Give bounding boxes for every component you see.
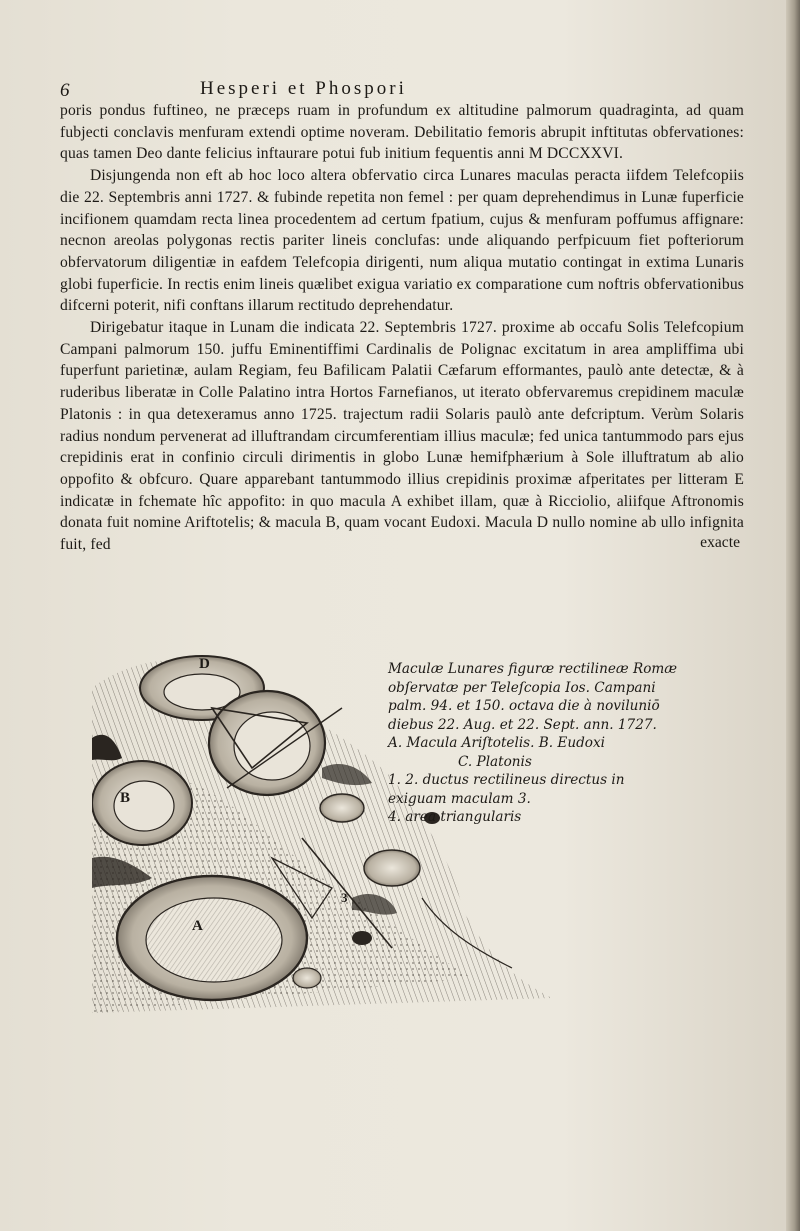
running-title: Hesperi et Phospori <box>200 78 407 99</box>
label-b: B <box>120 790 131 806</box>
paragraph-1: poris pondus fuftineo, ne præceps ruam in profundum ex altitudine palmorum quadraginta, ad quam fubjecti conclavis menfuram extendi optime noveram. Debilitatio femoris abrupit inftitutas obfervationes: quas tamen Deo dante felicius inftaurare potui fub initium fequentis anni M DCCXXVI. <box>60 102 744 163</box>
label-3: 3 <box>341 890 348 905</box>
legend-line-9: 4. area triangularis <box>388 809 522 825</box>
page-number: 6 <box>60 80 70 101</box>
paragraph-3: Dirigebatur itaque in Lunam die indicata 22. Septembris 1727. proxime ab occafu Solis Telefcopium Campani palmorum 150. juffu Eminentiffimi Cardinalis de Polignac excitatum in area ampliffima ubi fuperfunt parietinæ, aulam Regiam, feu Bafilicam Palatii Cæfarum efformantes, paulò ante detectæ, & à ruderibus liberatæ in Colle Palatino intra Hortos Farnefianos, ut iterato obfervaremus crepidinem maculæ Platonis : in qua detexeramus anno 1725. trajectum radii Solaris paulò ante defcriptum. Verùm Solaris radius nondum pervenerat ad illuftrandam circumferentiam illius maculæ; fed unica tantummodo pars ejus crepidinis erat in confinio circuli dirimentis in globo Lunæ hemifphærium à Sole illuftratum ab alio oppofito & obfcuro. Quare apparebant tantummodo illius crepidinis proximæ afperitates per litteram E indicatæ in fchemate hîc appofito: in quo macula A exhibet illam, quæ à Ricciolio, aliifque Aftronomis donata fuit nomine Ariftotelis; & macula B, quam vocant Eudoxi. Macula D nullo nomine ab ullo infignita fuit, fed <box>60 319 744 554</box>
legend-line-2: obſervatæ per Teleſcopia Ios. Campani <box>388 679 656 696</box>
legend-line-1: Maculæ Lunares figuræ rectilineæ Romæ <box>388 661 678 677</box>
legend-line-6: C. Platonis <box>458 753 532 770</box>
label-d: D <box>199 656 210 672</box>
page-header <box>60 78 740 102</box>
body-text <box>60 100 744 556</box>
page-edge <box>786 0 800 1231</box>
figure-legend <box>388 660 738 827</box>
catchword: exacte <box>700 534 740 551</box>
legend-line-4: diebus 22. Aug. et 22. Sept. ann. 1727. <box>388 716 657 733</box>
paragraph-2: Disjungenda non eft ab hoc loco altera obfervatio circa Lunares maculas peracta iifdem Telefcopiis die 22. Septembris anni 1727. & fubinde repetita non femel : per quam deprehendimus in Lunæ fuperficie incifionem quamdam recta linea procedentem ad certum fpatium, cujus & menfuram poffumus affignare: necnon areolas polygonas rectis pariter lineis conclufas: unde aliquando perfpicuum fiet pofteriorum obfervatorum diligentiæ in eafdem Telefcopia dirigenti, num aliqua mutatio contingat in extima Lunaris globi fuperficie. In rectis enim lineis quælibet exigua variatio ex comparatione cum noftris obfervationibus difcerni poterit, nifi conftans illarum rectitudo deprehendatur. <box>60 167 744 315</box>
label-a: A <box>192 918 203 934</box>
legend-line-8: exiguam maculam 3. <box>388 790 531 807</box>
legend-line-7: 1. 2. ductus rectilineus directus in <box>388 772 625 788</box>
legend-line-3: palm. 94. et 150. octava die à noviluniō <box>388 698 660 714</box>
legend-line-5: A. Macula Ariſtotelis. B. Eudoxi <box>388 735 605 751</box>
